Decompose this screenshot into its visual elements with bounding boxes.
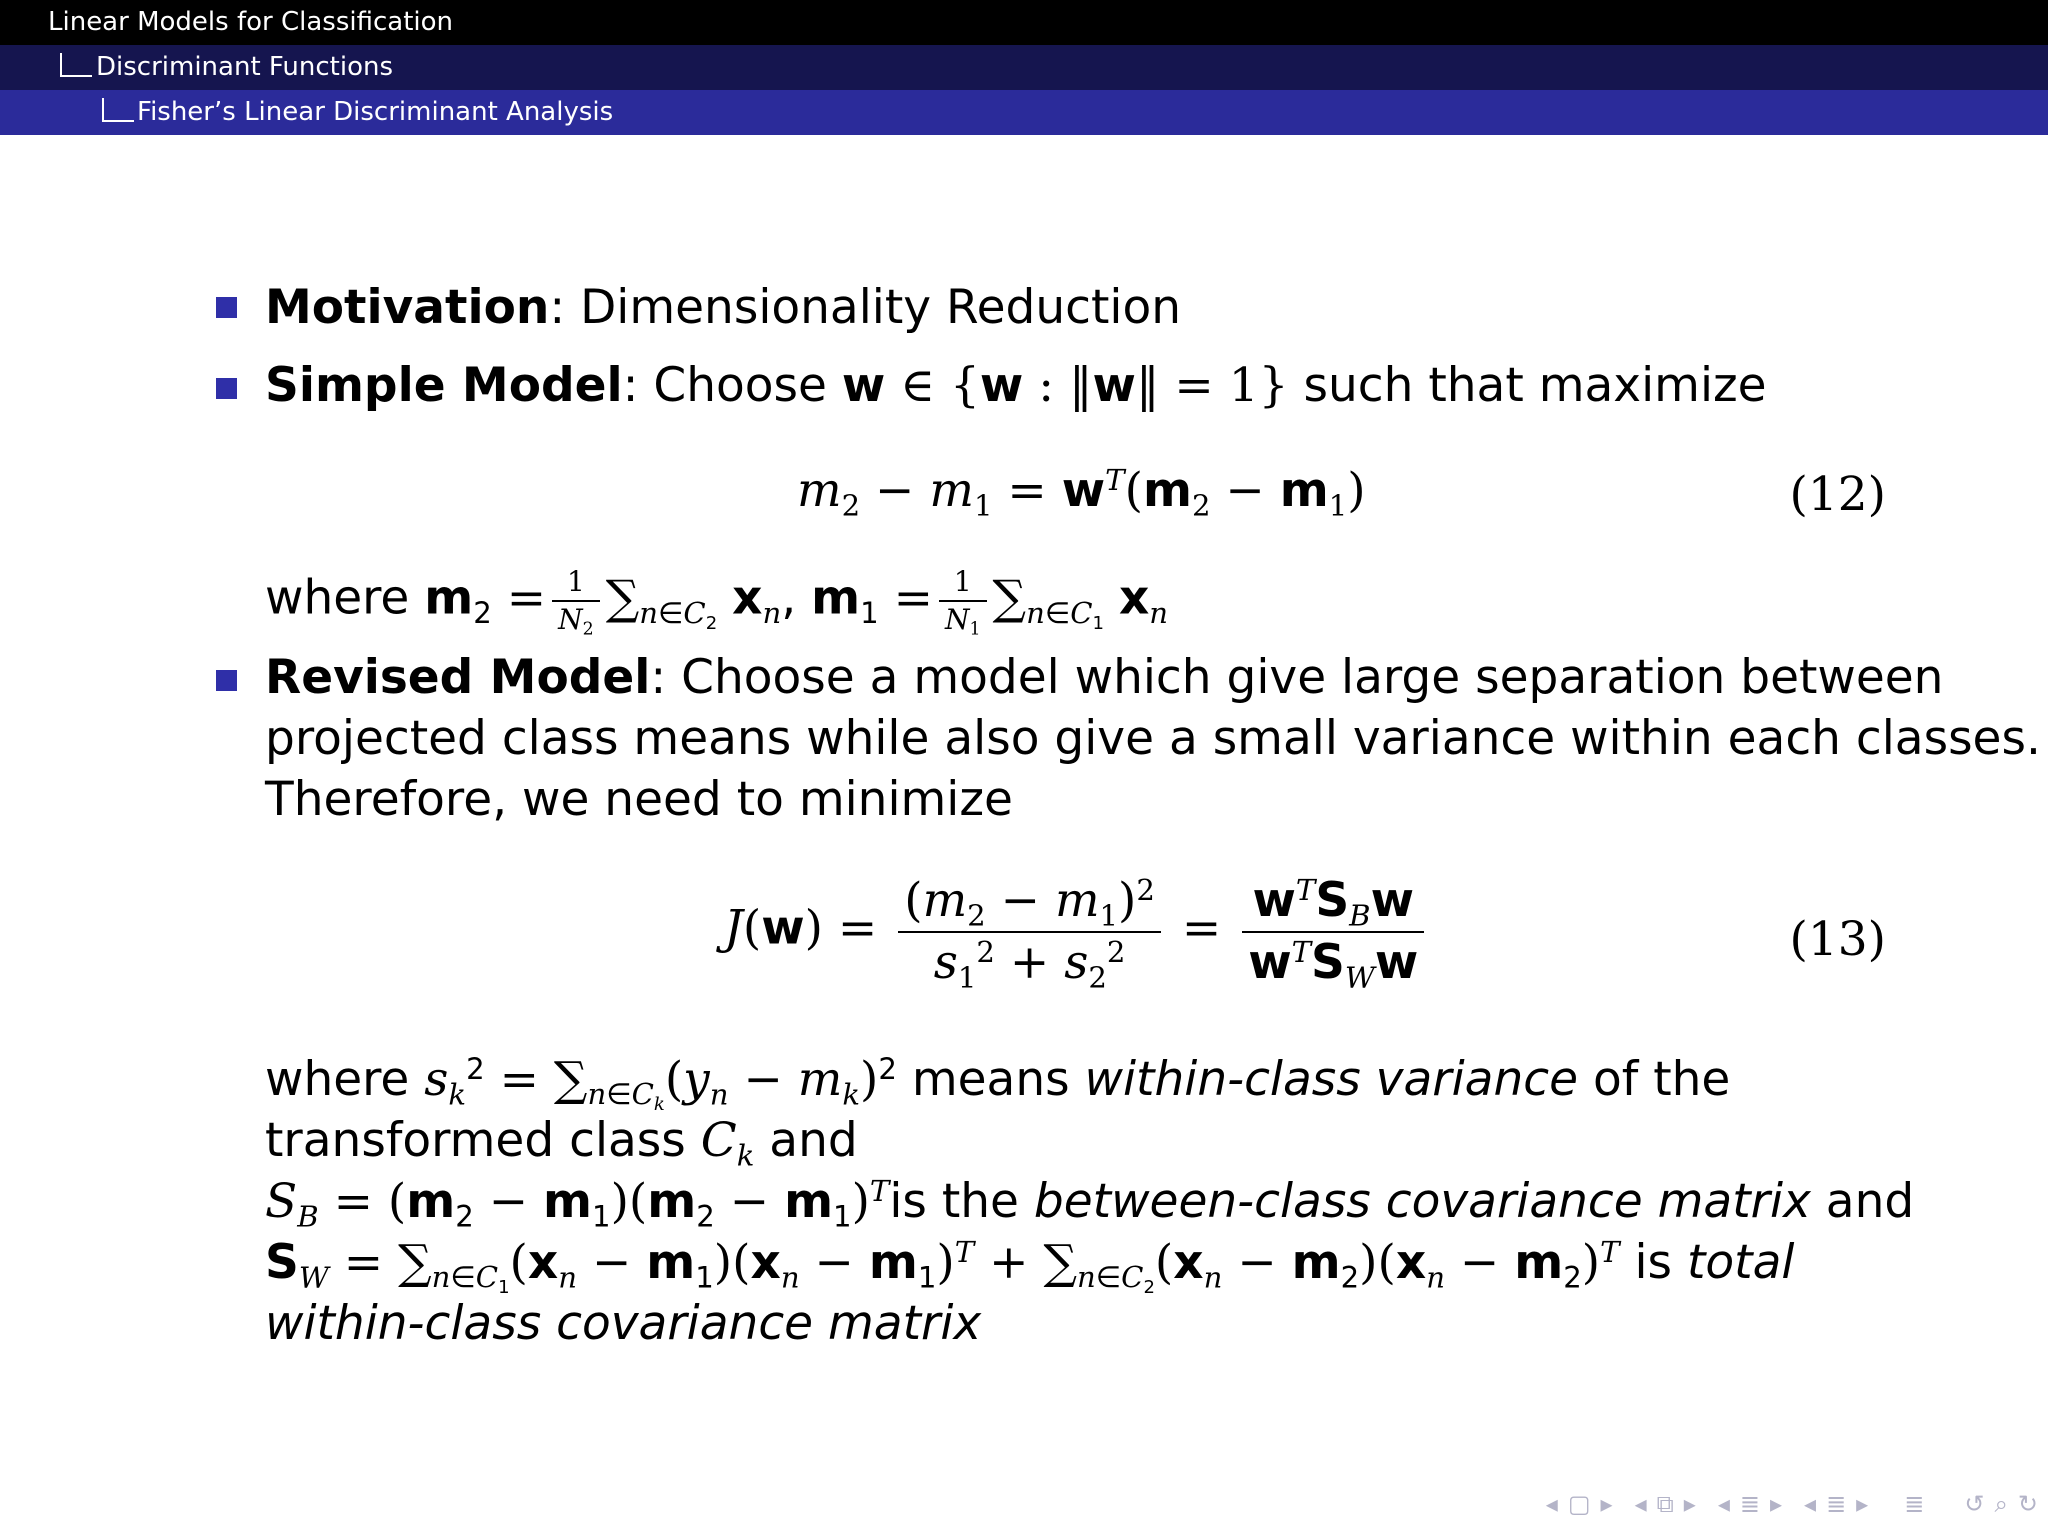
header-subsubsection-bar[interactable]: [0, 90, 2048, 135]
within-class-cov-term: within-class covariance matrix: [265, 1296, 982, 1351]
header-subsection-bar[interactable]: [0, 45, 2048, 90]
header-subsection-title[interactable]: Discriminant Functions: [96, 52, 394, 82]
where-means-definition: where $m_2$ = $\frac{1}{N_2}$ $\sum_{n\in C_2}$ $x_n$, $m_1$ = $\frac{1}{N_1}$ $\sum_{n\in C_1}$ $x_n$: [265, 565, 1169, 640]
means-word: means: [896, 1052, 1085, 1107]
motivation-text: : Dimensionality Reduction: [549, 280, 1181, 335]
subsection-icon[interactable]: ⧉: [1656, 1490, 1674, 1518]
simple-text-b: such that maximize: [1288, 358, 1767, 413]
equation-12: $m_2 - m_1 = w^T(m_2 - m_1)$: [797, 462, 1366, 523]
bullet-square-icon: [216, 297, 237, 318]
toc-icon[interactable]: ≣: [1904, 1490, 1925, 1518]
bullet-motivation: [265, 280, 1181, 335]
math-w-set: w ∈ {w : ‖w‖ = 1}: [841, 358, 1289, 413]
tree-connector-icon: [102, 98, 134, 122]
list-icon[interactable]: ≣: [1826, 1490, 1847, 1518]
frame-icon[interactable]: ▢: [1567, 1490, 1591, 1518]
where-variance-line2: transformed class $C_k$ and: [265, 1113, 858, 1173]
bullet-revised-model-line3: Therefore, we need to minimize: [265, 772, 1013, 827]
revised-text-1: : Choose a model which give large separation between: [650, 650, 1944, 705]
of-the-word: of the: [1578, 1052, 1731, 1107]
where-sw-line2: [265, 1296, 982, 1351]
next-frame-icon[interactable]: ▸: [1600, 1490, 1613, 1518]
bullet-square-icon: [216, 378, 237, 399]
header-section-bar[interactable]: [0, 0, 2048, 45]
section-icon[interactable]: ≣: [1739, 1490, 1760, 1518]
between-class-term: between-class covariance matrix: [1033, 1174, 1811, 1229]
simple-label: Simple Model: [265, 358, 623, 413]
beamer-navigation: [1546, 1484, 2038, 1524]
and-word: and: [754, 1113, 858, 1168]
bullet-square-icon: [216, 670, 237, 691]
redo-icon[interactable]: ↻: [2017, 1490, 2038, 1518]
transformed-class-text: transformed class: [265, 1113, 701, 1168]
prev-subsection-icon[interactable]: ◂: [1634, 1490, 1647, 1518]
bullet-revised-model-line2: projected class means while also give a small variance within each classes.: [265, 711, 2041, 766]
where-sb-line: $S_B = (m_2 - m_1)(m_2 - m_1)^Tis$ the between-class covariance matrix and: [265, 1173, 1915, 1234]
where-variance-line1: where $s_k^2 = \sum_{n\in C_k}(y_n - m_k)^2$ means within-class variance of the: [265, 1051, 1731, 1116]
where-word: where: [265, 570, 425, 626]
next-section-icon[interactable]: ▸: [1769, 1490, 1783, 1518]
next-subsection-icon[interactable]: ▸: [1683, 1490, 1696, 1518]
prev-frame-icon[interactable]: ◂: [1545, 1490, 1558, 1518]
motivation-label: Motivation: [265, 280, 550, 335]
header-section-title[interactable]: Linear Models for Classification: [48, 7, 453, 37]
prev-section-icon[interactable]: ◂: [1717, 1490, 1730, 1518]
total-word: total: [1686, 1235, 1795, 1290]
is-word: is: [1619, 1235, 1687, 1290]
next-list-icon[interactable]: ▸: [1856, 1490, 1869, 1518]
header-subsubsection-title[interactable]: Fisher’s Linear Discriminant Analysis: [137, 97, 614, 127]
equation-13-number: (13): [1789, 912, 1886, 967]
is-the-word: is the: [889, 1174, 1034, 1229]
search-icon[interactable]: ⌕: [1994, 1490, 2008, 1518]
bullet-revised-model-line1: [265, 650, 1944, 705]
prev-list-icon[interactable]: ◂: [1804, 1490, 1817, 1518]
undo-icon[interactable]: ↺: [1964, 1490, 1985, 1518]
where-sw-line: $S_W = \sum_{n\in C_1}(x_n - m_1)(x_n - m_1)^T + \sum_{n\in C_2}(x_n - m_2)(x_n - m_2)^T$ is total: [265, 1234, 1795, 1299]
equation-13: J(w) = $\frac{(m_2 - m_1)^2}{s_1^2 + s_2^2}$ = $\frac{w^TS_Bw}{w^TS_Ww}$: [724, 875, 1430, 988]
where2-word: where: [265, 1052, 425, 1107]
within-class-variance-term: within-class variance: [1084, 1052, 1579, 1107]
revised-label: Revised Model: [265, 650, 651, 705]
and2-word: and: [1810, 1174, 1915, 1229]
simple-text-a: : Choose: [622, 358, 842, 413]
tree-connector-icon: [60, 53, 92, 77]
bullet-simple-model: [265, 358, 1767, 413]
equation-12-number: (12): [1789, 467, 1886, 522]
